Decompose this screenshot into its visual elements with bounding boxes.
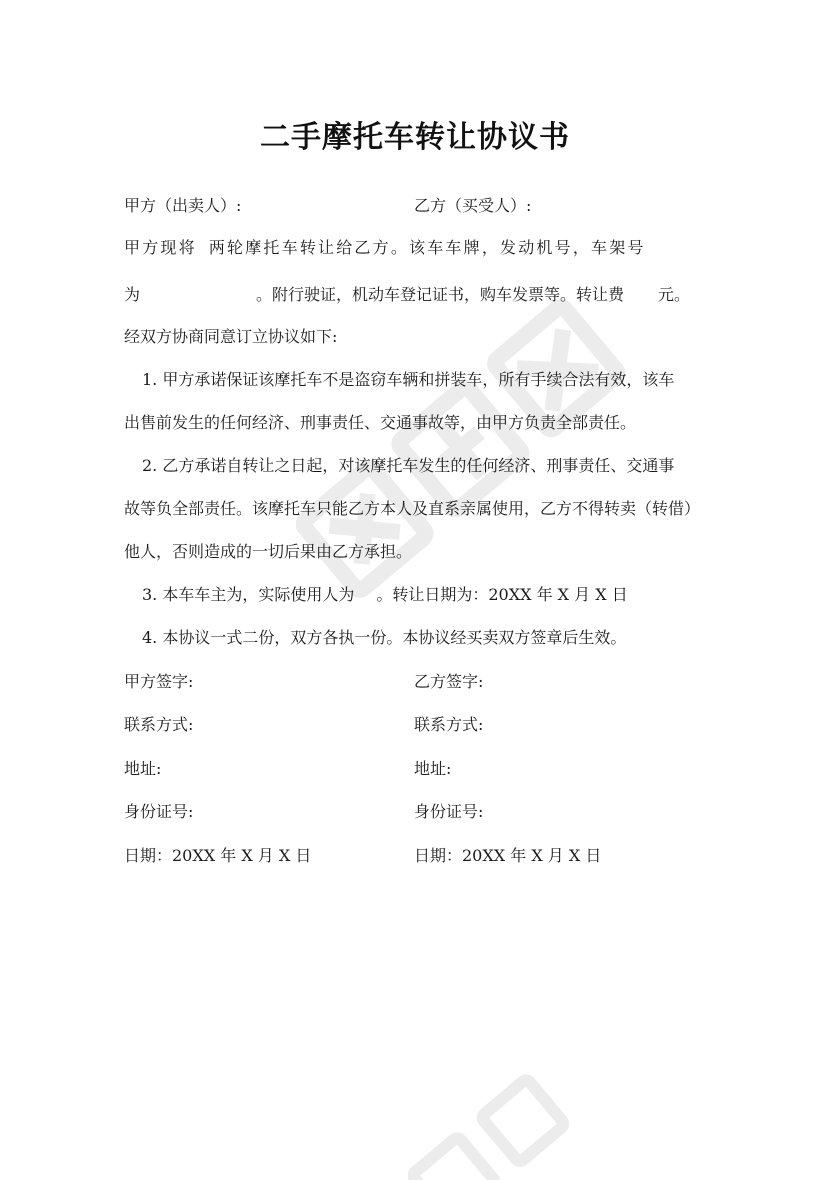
party-b-id-label: 身份证号: — [414, 802, 484, 821]
intro-line-2-a: 为 — [124, 285, 141, 304]
buyer-label: 乙方（买受人）: — [414, 196, 532, 215]
intro-line-2 — [124, 285, 690, 305]
intro-line-2-c: 元。 — [658, 285, 691, 304]
clause-2-line-1: 2. 乙方承诺自转让之日起，对该摩托车发生的任何经济、刑事责任、交通事 — [142, 456, 675, 475]
intro-line-1 — [124, 238, 646, 258]
party-a-date: 日期：20XX 年 X 月 X 日 — [124, 846, 312, 865]
clause-1-line-2: 出售前发生的任何经济、刑事责任、交通事故等，由甲方负责全部责任。 — [124, 413, 637, 432]
party-b-address-label: 地址: — [414, 759, 452, 778]
clause-1-line-1: 1. 甲方承诺保证该摩托车不是盗窃车辆和拼装车，所有手续合法有效，该车 — [142, 370, 675, 389]
seller-label: 甲方（出卖人）: — [124, 196, 242, 215]
clause-3-b: 。转让日期为：20XX 年 X 月 X 日 — [376, 585, 628, 604]
party-b-sign-label: 乙方签字: — [414, 672, 484, 691]
watermark-graphic-bottom — [380, 1060, 620, 1180]
party-a-sign-label: 甲方签字: — [124, 672, 194, 691]
intro-line-3: 经双方协商同意订立协议如下: — [124, 327, 338, 346]
party-a-id-label: 身份证号: — [124, 802, 194, 821]
clause-2-line-3: 他人，否则造成的一切后果由乙方承担。 — [124, 542, 413, 561]
clause-3-a: 3. 本车车主为，实际使用人为 — [142, 585, 355, 604]
clause-2-line-2: 故等负全部责任。该摩托车只能乙方本人及直系亲属使用，乙方不得转卖（转借） — [124, 499, 701, 518]
clause-4: 4. 本协议一式二份，双方各执一份。本协议经买卖双方签章后生效。 — [142, 628, 627, 647]
intro-line-1-a: 甲方现将 — [124, 238, 197, 257]
party-a-contact-label: 联系方式: — [124, 715, 194, 734]
document-title: 二手摩托车转让协议书 — [260, 120, 570, 155]
party-a-address-label: 地址: — [124, 759, 162, 778]
clause-3 — [142, 585, 628, 605]
party-b-date: 日期：20XX 年 X 月 X 日 — [414, 846, 602, 865]
intro-line-1-b: 两轮摩托车转让给乙方。该车车牌，发动机号，车架号 — [208, 238, 646, 257]
intro-line-2-b: 。附行驶证，机动车登记证书，购车发票等。转让费 — [256, 285, 625, 304]
party-b-contact-label: 联系方式: — [414, 715, 484, 734]
